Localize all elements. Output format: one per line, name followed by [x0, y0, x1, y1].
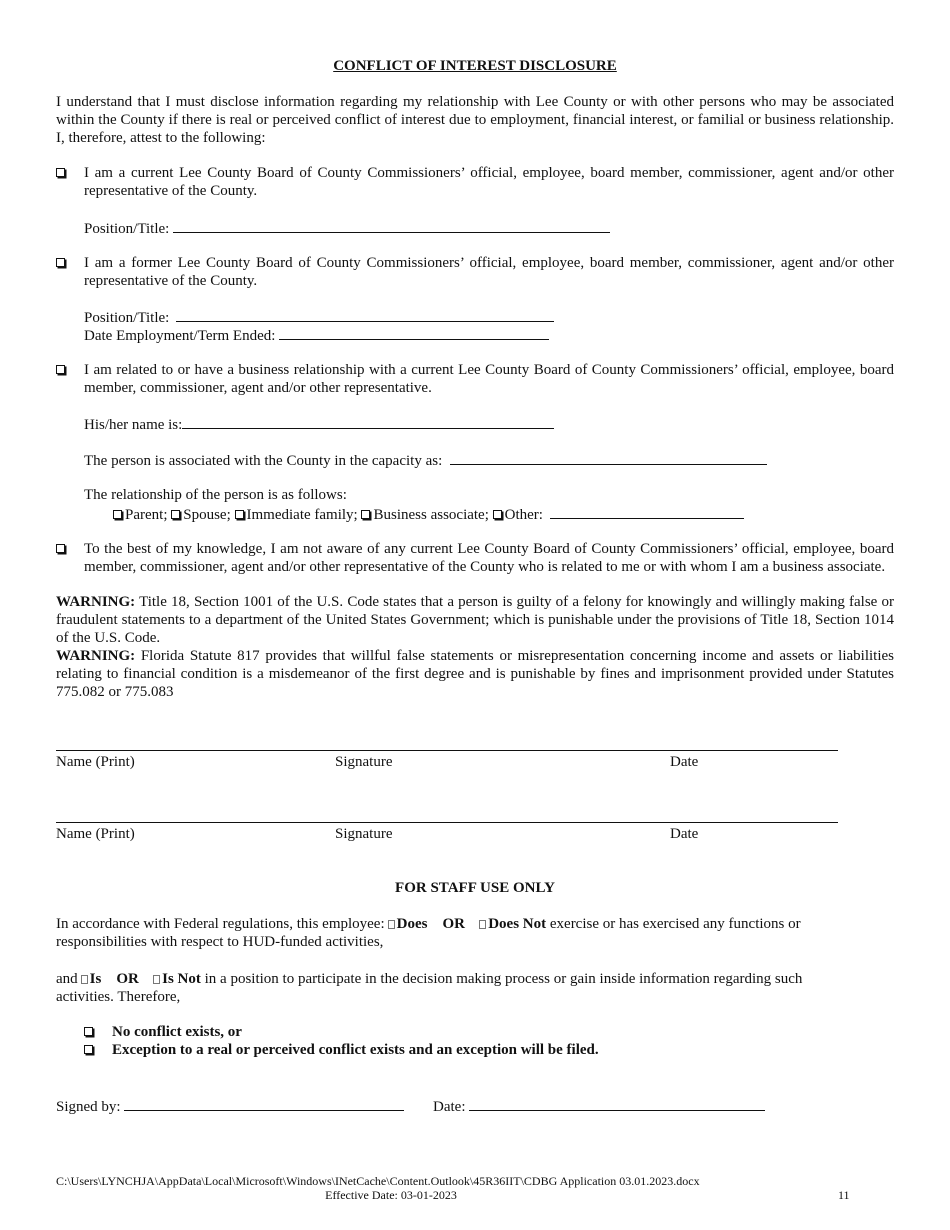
immediate-family-option[interactable]: Immediate family; — [235, 507, 358, 523]
other-option[interactable]: Other: — [493, 507, 543, 523]
does-checkbox[interactable] — [388, 920, 395, 929]
signed-by-row — [56, 1096, 404, 1116]
date-label-2: Date — [670, 826, 699, 842]
not-aware-text: To the best of my knowledge, I am not aware of any current Lee County Board of County Commissioners’ official, employee, board member, commissioner, agent and/or other representative of the County who is related to me or with whom I am a business associate. — [84, 541, 894, 575]
related-text: I am related to or have a business relationship with a current Lee County Board of County Commissioners’ official, employee, board member, commissioner, agent and/or other representative. — [84, 362, 894, 396]
warning-title-18: WARNING: Title 18, Section 1001 of the U.S. Code states that a person is guilty of a felony for knowingly and willingly making false or fraudulent statements to a department of the United States Government; which is punishable under the provisions of Title 18, Section 1014 of the U.S. Code. — [56, 594, 894, 646]
staff-use-heading: FOR STAFF USE ONLY — [395, 880, 555, 896]
signature-line-1[interactable] — [56, 750, 838, 751]
current-official-text: I am a current Lee County Board of County Commissioners’ official, employee, board member, commissioner, agent and/or other representative of the County. — [84, 165, 894, 199]
spouse-option[interactable]: Spouse; — [171, 507, 231, 523]
business-associate-option[interactable]: Business associate; — [361, 507, 488, 523]
parent-option[interactable]: Parent; — [113, 507, 168, 523]
footer-file-path: C:\Users\LYNCHJA\AppData\Local\Microsoft\Windows\INetCache\Content.Outlook\45R36IIT\CDBG Application 03.01.2023.docx — [56, 1174, 700, 1188]
current-official-checkbox[interactable] — [56, 164, 65, 182]
hud-functions-paragraph: In accordance with Federal regulations, this employee: Does OR Does Not exercise or has exercised any functions or responsibilities with respect to HUD-funded activities, — [56, 916, 801, 950]
business-associate-checkbox[interactable] — [361, 510, 370, 519]
former-position-label: Position/Title: — [84, 310, 170, 326]
name-print-label-1: Name (Print) — [56, 754, 135, 770]
term-ended-label: Date Employment/Term Ended: — [84, 328, 276, 344]
not-aware-checkbox[interactable] — [56, 540, 65, 558]
page-number: 11 — [838, 1188, 850, 1202]
spouse-checkbox[interactable] — [171, 510, 180, 519]
no-conflict-checkbox[interactable] — [84, 1023, 93, 1041]
term-ended-field[interactable] — [279, 325, 549, 340]
page-title: CONFLICT OF INTEREST DISCLOSURE — [333, 58, 617, 74]
relationship-options — [113, 504, 744, 524]
position-title-field[interactable] — [173, 218, 610, 233]
position-title-label: Position/Title: — [84, 221, 170, 237]
exception-label: Exception to a real or perceived conflict exists and an exception will be filed. — [112, 1042, 599, 1058]
capacity-label: The person is associated with the County in the capacity as: — [84, 453, 443, 469]
signed-by-label: Signed by: — [56, 1099, 121, 1115]
signature-line-2[interactable] — [56, 822, 838, 823]
former-position-row — [84, 307, 554, 327]
staff-date-field[interactable] — [469, 1096, 765, 1111]
capacity-field[interactable] — [450, 450, 767, 465]
his-her-name-label: His/her name is: — [84, 417, 183, 433]
parent-checkbox[interactable] — [113, 510, 122, 519]
other-checkbox[interactable] — [493, 510, 502, 519]
no-conflict-label: No conflict exists, or — [112, 1024, 242, 1040]
footer-effective-date: Effective Date: 03-01-2023 — [325, 1188, 457, 1202]
decision-making-paragraph: and Is OR Is Not in a position to participate in the decision making process or gain inside information regarding such activities. Therefore, — [56, 971, 803, 1005]
is-checkbox[interactable] — [81, 975, 88, 984]
date-label-1: Date — [670, 754, 699, 770]
capacity-row — [84, 450, 767, 470]
former-position-field[interactable] — [176, 307, 554, 322]
intro-paragraph: I understand that I must disclose information regarding my relationship with Lee County or with other persons who may be associated within the County if there is real or perceived conflict of interest due to employment, financial interest, or familial or business relationship. I, therefore, attest to the following: — [56, 94, 894, 146]
signature-label-2: Signature — [335, 826, 393, 842]
former-official-checkbox[interactable] — [56, 254, 65, 272]
relationship-label: The relationship of the person is as follows: — [84, 487, 347, 503]
related-checkbox[interactable] — [56, 361, 65, 379]
staff-date-row — [433, 1096, 765, 1116]
exception-checkbox[interactable] — [84, 1041, 93, 1059]
position-title-row-1 — [84, 218, 610, 238]
warning-florida-statute: WARNING: Florida Statute 817 provides that willful false statements or misrepresentation concerning income and assets or liabilities relating to financial condition is a misdemeanor of the first degree and is punishable by fines and imprisonment provided under Statutes 775.082 or 775.083 — [56, 648, 894, 700]
other-field[interactable] — [550, 504, 744, 519]
name-print-label-2: Name (Print) — [56, 826, 135, 842]
signed-by-field[interactable] — [124, 1096, 404, 1111]
former-official-text: I am a former Lee County Board of County Commissioners’ official, employee, board member, commissioner, agent and/or other representative of the County. — [84, 255, 894, 289]
staff-date-label: Date: — [433, 1099, 466, 1115]
his-her-name-field[interactable] — [182, 414, 554, 429]
does-not-checkbox[interactable] — [479, 920, 486, 929]
is-not-checkbox[interactable] — [153, 975, 160, 984]
signature-label-1: Signature — [335, 754, 393, 770]
his-her-name-row — [84, 414, 554, 434]
immediate-family-checkbox[interactable] — [235, 510, 244, 519]
term-ended-row — [84, 325, 549, 345]
